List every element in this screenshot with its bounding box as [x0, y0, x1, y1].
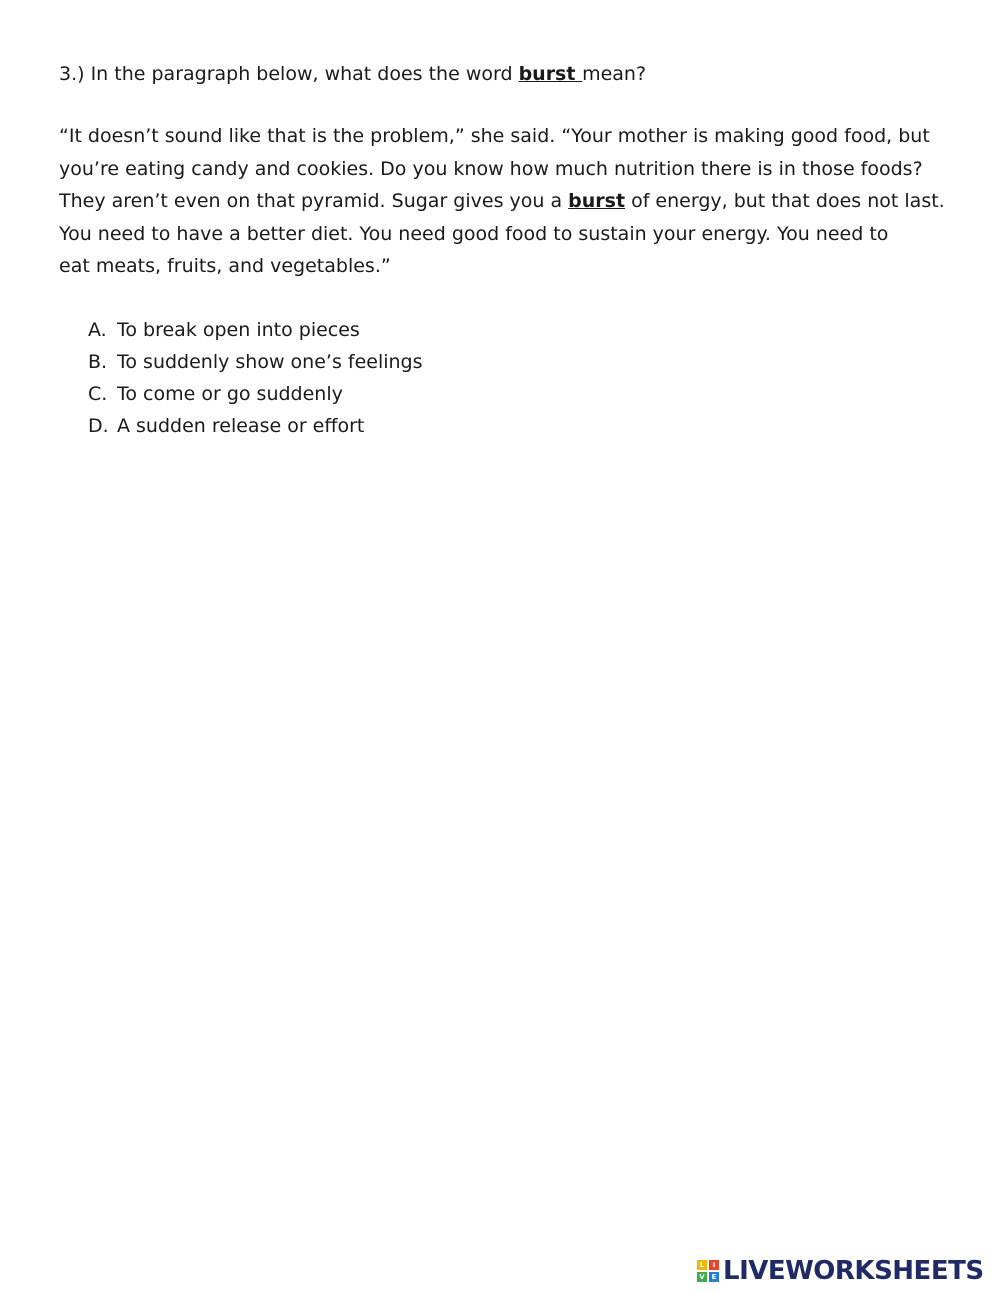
- logo-block-e: E: [709, 1272, 719, 1282]
- option-letter: C.: [88, 383, 108, 405]
- answer-option-b[interactable]: [88, 346, 423, 378]
- passage-line-1: “It doesn’t sound like that is the problem,” she said. “Your mother is making good food, but: [59, 125, 930, 147]
- option-letter: A.: [88, 319, 107, 341]
- liveworksheets-logo[interactable]: [697, 1256, 984, 1286]
- passage-line-3-before: They aren’t even on that pyramid. Sugar gives you a: [59, 190, 569, 212]
- option-letter: D.: [88, 415, 109, 437]
- option-text: A sudden release or effort: [117, 415, 365, 437]
- answer-option-a[interactable]: [88, 314, 423, 346]
- passage-keyword: burst: [568, 190, 626, 212]
- option-text: To suddenly show one’s feelings: [117, 351, 423, 373]
- answer-option-c[interactable]: [88, 378, 423, 410]
- logo-block-v: V: [697, 1272, 707, 1282]
- logo-block-i: I: [709, 1260, 719, 1270]
- logo-blocks-icon: [697, 1260, 719, 1282]
- option-letter: B.: [88, 351, 108, 373]
- question-prefix: 3.) In the paragraph below, what does the word: [59, 63, 519, 85]
- logo-wordmark: LIVEWORKSHEETS: [723, 1256, 984, 1286]
- answer-option-d[interactable]: [88, 410, 423, 442]
- option-text: To come or go suddenly: [117, 383, 343, 405]
- question-suffix: mean?: [582, 63, 647, 85]
- answer-options: [88, 314, 423, 442]
- logo-block-l: L: [697, 1260, 707, 1270]
- question-keyword: burst: [518, 63, 583, 85]
- question-prompt: [59, 60, 959, 88]
- reading-passage: [59, 120, 945, 283]
- passage-line-4: You need to have a better diet. You need good food to sustain your energy. You need to: [59, 222, 889, 245]
- passage-line-3-after: of energy, but that does not last.: [625, 190, 945, 212]
- option-text: To break open into pieces: [117, 319, 360, 341]
- passage-line-3: [59, 185, 945, 218]
- passage-line-2: you’re eating candy and cookies. Do you know how much nutrition there is in those foods?: [59, 157, 923, 180]
- passage-line-5: eat meats, fruits, and vegetables.”: [59, 255, 391, 277]
